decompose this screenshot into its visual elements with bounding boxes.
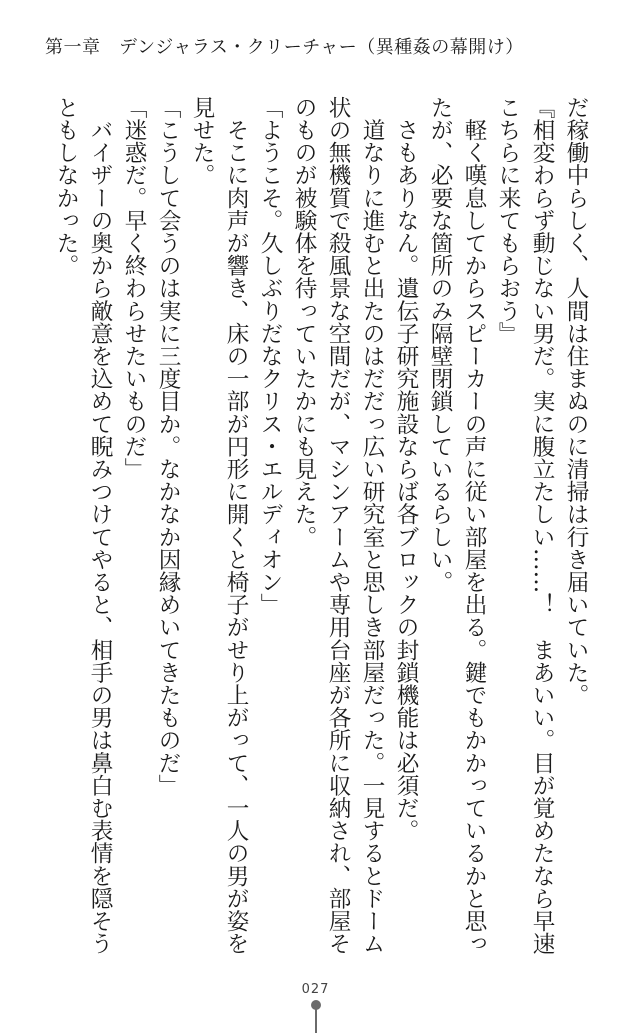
paragraph: 「こうして会うのは実に三度目か。なかなか因縁めいてきたものだ」 [155,96,181,797]
body-text [33,96,593,956]
paragraph: 『相変わらず動じない男だ。実に腹立たしい……！ まあいい。目が覚めたなら早速こちらに来てもらおう』 [495,96,555,955]
paragraph: 道なりに進むと出たのはだだっ広い研究室と思しき部屋だった。一見するとドーム状の無機質で殺風景な空間だが、マシンアームや専用台座が各所に収納され、部屋そのものが被験体を待っていたかにも見えた。 [291,96,385,955]
paragraph: 「迷惑だ。早く終わらせたいものだ」 [121,96,147,481]
page-number: 027 [301,982,330,997]
folio-line-ornament [315,1008,317,1033]
paragraph: バイザーの奥から敵意を込めて睨みつけてやると、相手の男は鼻白む表情を隠そうともしなかった。 [53,96,113,955]
paragraph: 軽く嘆息してからスピーカーの声に従い部屋を出る。鍵でもかかっているかと思ったが、必要な箇所のみ隔壁閉鎖しているらしい。 [427,96,487,955]
chapter-title: 第一章 デンジャラス・クリーチャー（異種姦の幕開け） [45,37,524,58]
paragraph: 「ようこそ。久しぶりだなクリス・エルディオン」 [257,96,283,616]
paragraph: だ稼働中らしく、人間は住まぬのに清掃は行き届いていた。 [563,96,589,707]
paragraph: さもありなん。遺伝子研究施設ならば各ブロックの封鎖機能は必須だ。 [393,96,419,842]
paragraph: そこに肉声が響き、床の一部が円形に開くと椅子がせり上がって、一人の男が姿を見せた。 [189,96,249,955]
